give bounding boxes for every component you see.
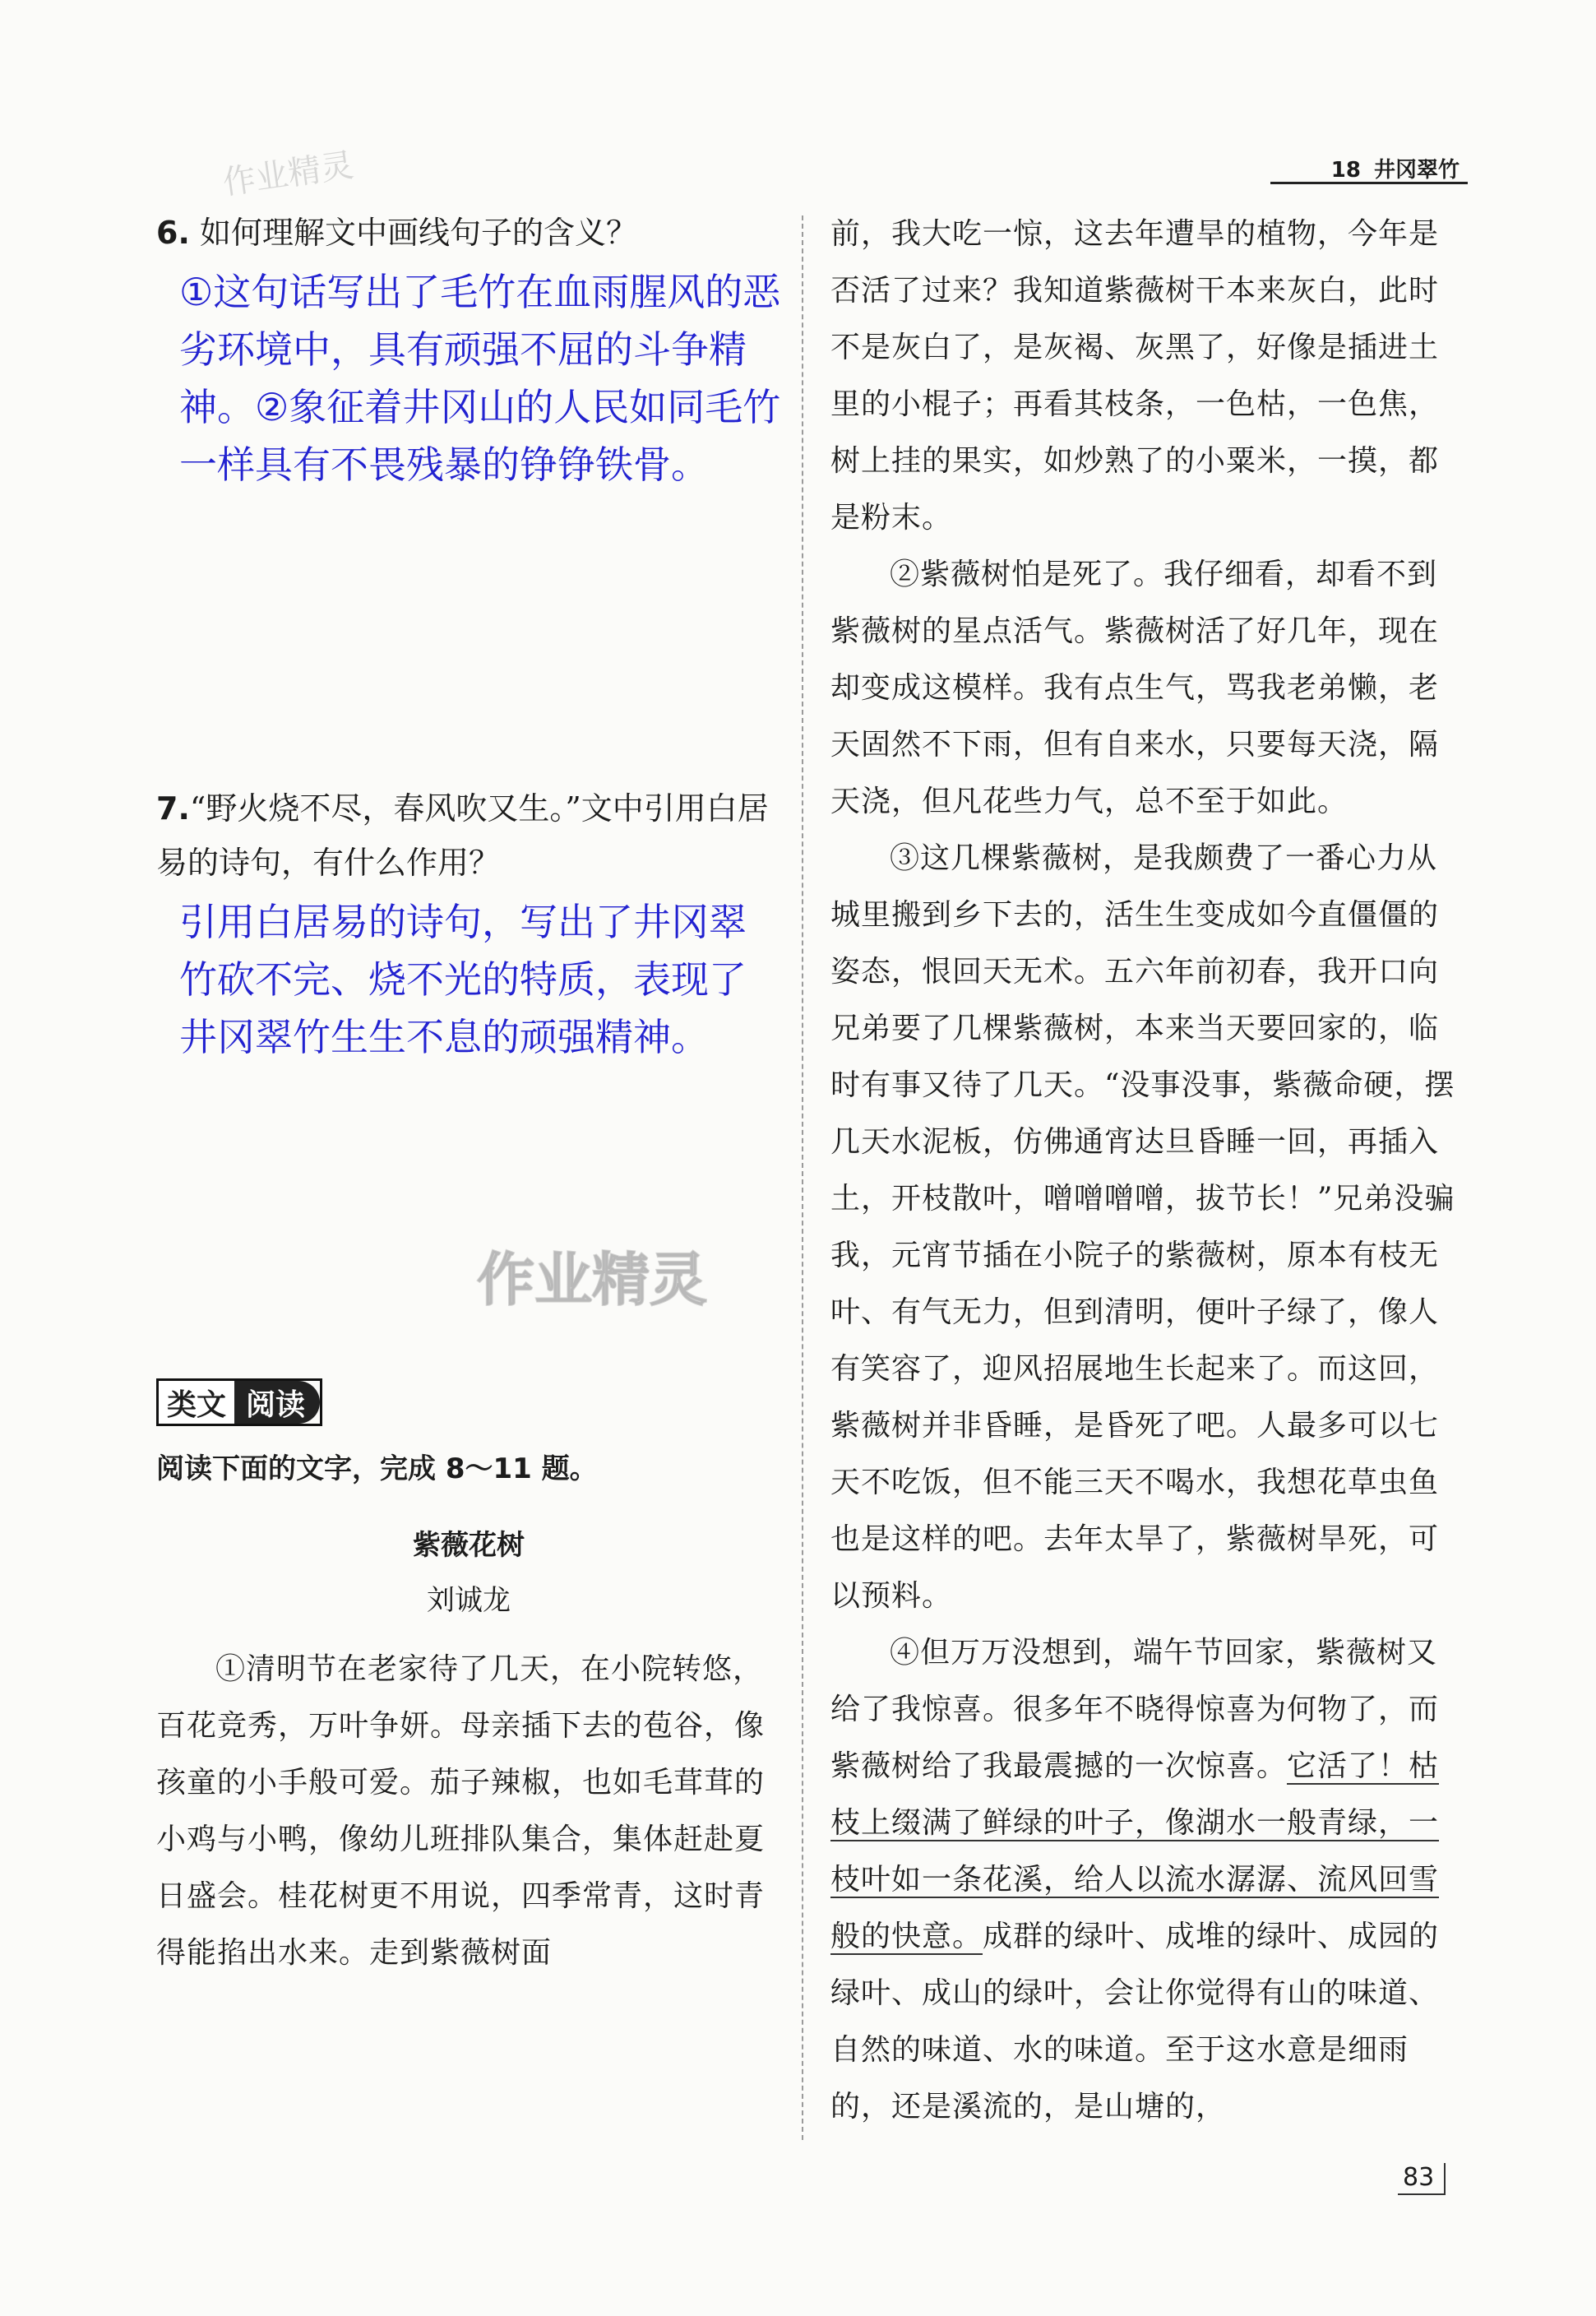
underlined-sentence: 它活了！枯枝上缀满了鲜绿的叶子，像湖水一般青绿，一枝叶如一条花溪，给人以流水潺潺、流风回雪般的快意。 <box>830 1749 1440 1953</box>
right-column <box>830 206 1455 2135</box>
page-number: 83 <box>1398 2163 1446 2195</box>
section-tag-part-b: 阅读 <box>234 1381 320 1424</box>
paragraph-3: ③这几棵紫薇树，是我颇费了一番心力从城里搬到乡下去的，活生生变成如今直僵僵的姿态，恨回天无术。五六年前初春，我开口向兄弟要了几棵紫薇树，本来当天要回家的，临时有事又待了几天。“没事没事，紫薇命硬，摆几天水泥板，仿佛通宵达旦昏睡一回，再插入土，开枝散叶，噌噌噌噌，拔节长！”兄弟没骗我，元宵节插在小院子的紫薇树，原本有枝无叶、有气无力，但到清明，便叶子绿了，像人有笑容了，迎风招展地生长起来了。而这回，紫薇树并非昏睡，是昏死了吧。人最多可以七天不吃饭，但不能三天不喝水，我想花草虫鱼也是这样的吧。去年太旱了，紫薇树旱死，可以预料。 <box>830 841 1455 1613</box>
column-divider <box>802 215 803 2140</box>
paragraph-1-start: ①清明节在老家待了几天，在小院转悠，百花竞秀，万叶争妍。母亲插下去的苞谷，像孩童的小手般可爱。茄子辣椒，也如毛茸茸的小鸡与小鸭，像幼儿班排队集合，集体赶赴夏日盛会。桂花树更不用说，四季常青，这时青得能掐出水来。走到紫薇树面 <box>156 1652 766 1970</box>
lesson-title: 井冈翠竹 <box>1373 158 1460 183</box>
watermark-middle: 作业精灵 <box>477 1246 707 1313</box>
q6-number: 6. <box>156 215 190 251</box>
section-tag <box>156 1378 322 1426</box>
q6-answer: ①这句话写出了毛竹在血雨腥风的恶劣环境中，具有顽强不屈的斗争精神。②象征着井冈山的人民如同毛竹一样具有不畏残暴的铮铮铁骨。 <box>179 270 781 487</box>
instruction: 阅读下面的文字，完成 8～11 题。 <box>156 1452 598 1485</box>
paragraph-4-b: 成群的绿叶、成堆的绿叶、成园的绿叶、成山的绿叶，会让你觉得有山的味道、自然的味道、水的味道。至于这水意是细雨的，还是溪流的，是山塘的， <box>830 1920 1440 2124</box>
question-6 <box>156 206 781 493</box>
q7-text: “野火烧不尽，春风吹又生。”文中引用白居易的诗句，有什么作用？ <box>156 790 769 881</box>
lesson-number: 18 <box>1330 158 1361 183</box>
paragraph-4-a: ④但万万没想到，端午节回家，紫薇树又给了我惊喜。很多年不晓得惊喜为何物了，而紫薇树给了我最震撼的一次惊喜。 <box>830 1636 1440 1783</box>
page-header <box>1270 153 1468 184</box>
q7-answer: 引用白居易的诗句，写出了井冈翠竹砍不完、烧不光的特质，表现了井冈翠竹生生不息的顽强精神。 <box>179 900 747 1059</box>
article-title: 紫薇花树 <box>413 1529 525 1562</box>
section-tag-part-a: 类文 <box>159 1382 234 1424</box>
reading-section <box>156 1378 781 1981</box>
left-column <box>156 206 781 1981</box>
paragraph-2: ②紫薇树怕是死了。我仔细看，却看不到紫薇树的星点活气。紫薇树活了好几年，现在却变成这模样。我有点生气，骂我老弟懒，老天固然不下雨，但有自来水，只要每天浇，隔天浇，但凡花些力气，总不至于如此。 <box>830 558 1440 818</box>
q7-number: 7. <box>156 790 190 827</box>
watermark-top: 作业精灵 <box>220 146 356 202</box>
paragraph-4 <box>830 1624 1455 2135</box>
paragraph-1-end: 前，我大吃一惊，这去年遭旱的植物，今年是否活了过来？我知道紫薇树干本来灰白，此时不是灰白了，是灰褐、灰黑了，好像是插进土里的小棍子；再看其枝条，一色枯，一色焦，树上挂的果实，如炒熟了的小粟米，一摸，都是粉末。 <box>830 217 1440 535</box>
q6-text: 如何理解文中画线句子的含义？ <box>199 215 637 251</box>
article-author: 刘诚龙 <box>427 1584 511 1617</box>
question-7 <box>156 781 781 1066</box>
